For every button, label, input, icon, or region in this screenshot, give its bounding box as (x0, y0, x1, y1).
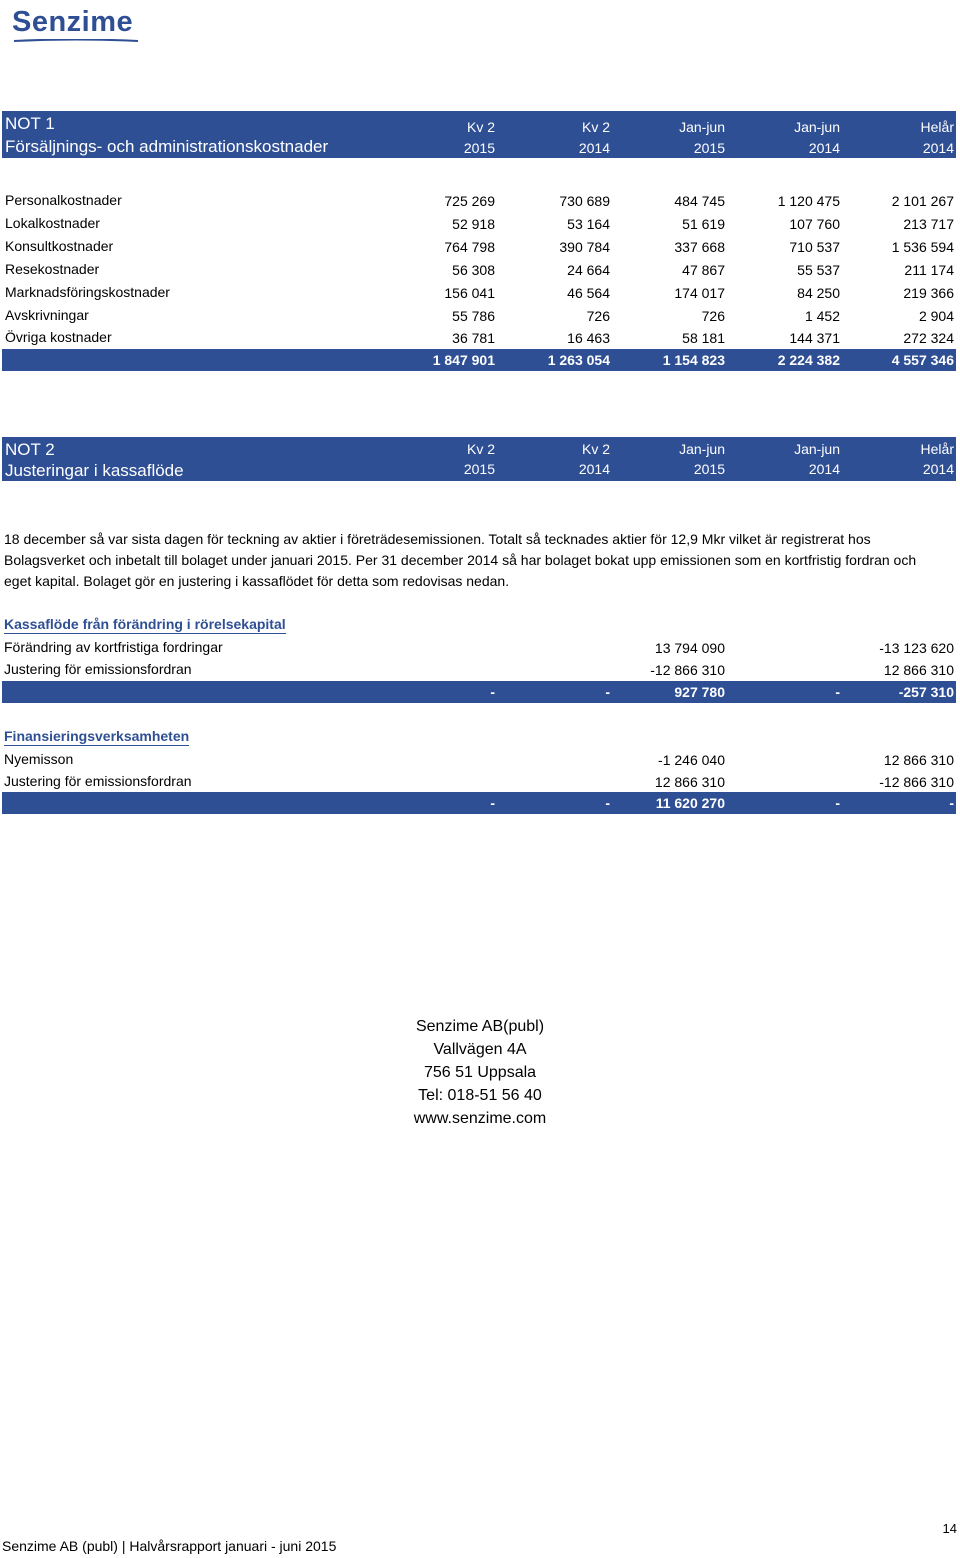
table-row (2, 213, 956, 235)
cell-value: 219 366 (903, 285, 954, 301)
cell-value: 272 324 (903, 330, 954, 346)
cell-value: 24 664 (567, 262, 610, 278)
col-year: 2015 (463, 461, 495, 477)
cell-value: 2 904 (918, 308, 954, 324)
row-label: Konsultkostnader (5, 238, 114, 254)
row-label: Nyemisson (4, 751, 74, 767)
cell-value: 13 794 090 (654, 640, 725, 656)
cell-value: 156 041 (444, 285, 495, 301)
city-address: 756 51 Uppsala (423, 1064, 537, 1081)
col-period: Helår (920, 441, 954, 457)
cell-value: 337 668 (674, 239, 725, 255)
logo-underline-icon (12, 39, 140, 43)
col-period: Helår (920, 119, 954, 135)
total-value: - (835, 795, 840, 811)
note2-paragraph (4, 529, 944, 592)
col-year: 2014 (808, 461, 840, 477)
table-row (2, 259, 956, 281)
col-year: 2014 (808, 140, 840, 156)
table-row (2, 282, 956, 304)
cell-value: 12 866 310 (883, 752, 954, 768)
table-row (2, 190, 956, 212)
total-value: 1 263 054 (547, 352, 610, 368)
cell-value: 1 452 (804, 308, 840, 324)
phone-number: Tel: 018-51 56 40 (418, 1087, 542, 1104)
cell-value: 2 101 267 (891, 193, 954, 209)
total-value: - (949, 795, 954, 811)
total-value: - (835, 684, 840, 700)
total-value: - (490, 795, 495, 811)
note1-header (2, 111, 956, 158)
cell-value: 107 760 (789, 216, 840, 232)
cell-value: 764 798 (444, 239, 495, 255)
note2-title: NOT 2 (5, 440, 55, 459)
col-year: 2015 (463, 140, 495, 156)
cell-value: 84 250 (797, 285, 840, 301)
cell-value: 56 308 (452, 262, 495, 278)
table-row (2, 659, 956, 681)
cell-value: 174 017 (674, 285, 725, 301)
col-year: 2014 (922, 461, 954, 477)
cell-value: 144 371 (789, 330, 840, 346)
cell-value: 12 866 310 (654, 774, 725, 790)
paragraph-line: eget kapital. Bolaget gör en justering i kassaflödet för detta som redovisas nedan. (4, 573, 510, 589)
total-value: 1 154 823 (662, 352, 725, 368)
col-year: 2014 (578, 461, 610, 477)
cell-value: 58 181 (682, 330, 725, 346)
col-period: Kv 2 (581, 119, 610, 135)
cell-value: 710 537 (789, 239, 840, 255)
row-label: Lokalkostnader (5, 215, 100, 231)
total-value: -257 310 (898, 684, 954, 700)
col-period: Jan-jun (679, 119, 725, 135)
total-value: 927 780 (674, 684, 725, 700)
cell-value: 730 689 (559, 193, 610, 209)
col-period: Jan-jun (794, 119, 840, 135)
senzime-logo (12, 6, 133, 42)
row-label: Avskrivningar (5, 307, 89, 323)
section1-total-row (2, 681, 956, 703)
cell-value: 36 781 (452, 330, 495, 346)
col-year: 2014 (578, 140, 610, 156)
note1-title: NOT 1 (5, 114, 55, 133)
company-address (380, 1015, 580, 1130)
table-row (2, 637, 956, 659)
page-footer: Senzime AB (publ) | Halvårsrapport januari - juni 2015 (2, 1538, 337, 1554)
cell-value: 726 (701, 308, 725, 324)
cell-value: 16 463 (567, 330, 610, 346)
total-value: 4 557 346 (891, 352, 954, 368)
cell-value: 390 784 (559, 239, 610, 255)
cell-value: 1 120 475 (777, 193, 840, 209)
row-label: Resekostnader (5, 261, 100, 277)
table-row (2, 305, 956, 327)
company-name: Senzime AB(publ) (415, 1018, 545, 1035)
total-value: 2 224 382 (777, 352, 840, 368)
cell-value: 213 717 (903, 216, 954, 232)
logo-text: Senzime (12, 6, 134, 38)
row-label: Personalkostnader (5, 192, 122, 208)
page-number: 14 (942, 1521, 957, 1536)
cell-value: 55 786 (452, 308, 495, 324)
cell-value: -12 866 310 (650, 662, 725, 678)
total-value: - (490, 684, 495, 700)
section2-total-row (2, 792, 956, 814)
cell-value: -1 246 040 (658, 752, 725, 768)
note1-total-row (2, 349, 956, 371)
cell-value: 211 174 (904, 262, 954, 278)
cell-value: 47 867 (682, 262, 725, 278)
row-label: Marknadsföringskostnader (5, 284, 170, 300)
row-label: Justering för emissionsfordran (4, 773, 192, 789)
table-row (2, 749, 956, 771)
col-period: Jan-jun (679, 441, 725, 457)
cell-value: -13 123 620 (879, 640, 954, 656)
col-year: 2015 (693, 140, 725, 156)
row-label: Förändring av kortfristiga fordringar (4, 639, 223, 655)
paragraph-line: 18 december så var sista dagen för teckning av aktier i företrädesemissionen. Totalt så tecknades aktier för 12,9 Mkr vilket är registrerat hos (4, 531, 871, 547)
row-label: Övriga kostnader (5, 329, 112, 345)
total-value: - (605, 795, 610, 811)
website-link[interactable]: www.senzime.com (413, 1110, 547, 1127)
table-row (2, 771, 956, 793)
cell-value: 53 164 (567, 216, 610, 232)
col-period: Kv 2 (581, 441, 610, 457)
total-value: 1 847 901 (432, 352, 495, 368)
section-heading-working-capital: Kassaflöde från förändring i rörelsekapital (4, 616, 286, 632)
table-row (2, 236, 956, 258)
paragraph-line: Bolagsverket och inbetalt till bolaget under januari 2015. Per 31 december 2014 så har bolaget bokat upp emissionen som en kortfristig fordran och (4, 552, 917, 568)
table-row (2, 327, 956, 349)
col-year: 2014 (922, 140, 954, 156)
cell-value: -12 866 310 (879, 774, 954, 790)
total-value: 11 620 270 (655, 795, 725, 811)
cell-value: 484 745 (674, 193, 725, 209)
cell-value: 46 564 (567, 285, 610, 301)
street-address: Vallvägen 4A (433, 1041, 527, 1058)
section-heading-financing: Finansieringsverksamheten (4, 728, 190, 744)
col-period: Kv 2 (466, 441, 495, 457)
cell-value: 725 269 (444, 193, 495, 209)
col-period: Jan-jun (794, 441, 840, 457)
row-label: Justering för emissionsfordran (4, 661, 192, 677)
note2-subtitle: Justeringar i kassaflöde (5, 461, 184, 480)
cell-value: 726 (586, 308, 610, 324)
note1-subtitle: Försäljnings- och administrationskostnader (5, 137, 329, 156)
total-value: - (605, 684, 610, 700)
cell-value: 51 619 (682, 216, 725, 232)
cell-value: 55 537 (797, 262, 840, 278)
note2-header (2, 437, 956, 481)
cell-value: 1 536 594 (891, 239, 954, 255)
col-period: Kv 2 (466, 119, 495, 135)
cell-value: 52 918 (452, 216, 495, 232)
col-year: 2015 (693, 461, 725, 477)
cell-value: 12 866 310 (883, 662, 954, 678)
